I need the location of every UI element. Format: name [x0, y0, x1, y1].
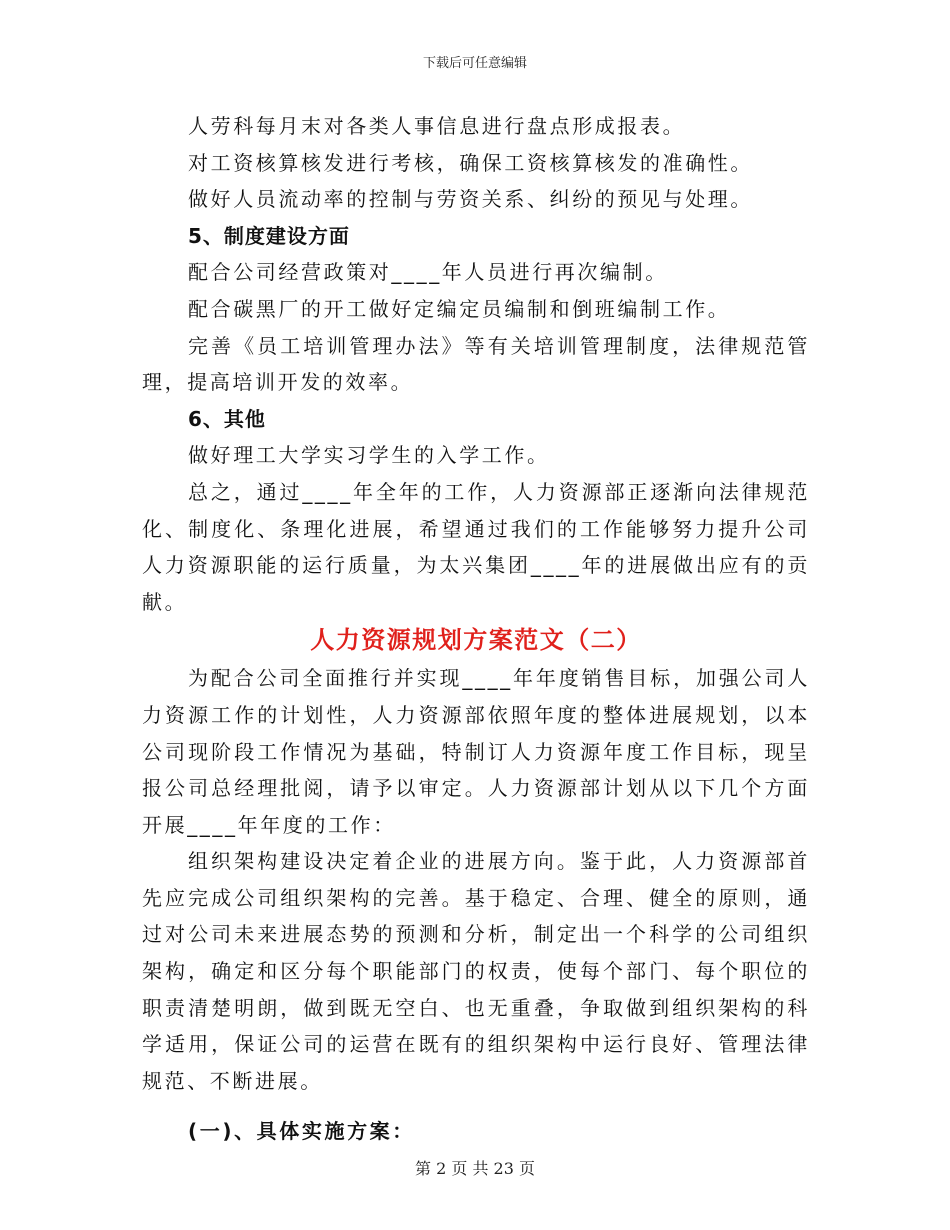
section-title: 人力资源规划方案范文（二）: [310, 626, 642, 655]
paragraph: 人劳科每月末对各类人事信息进行盘点形成报表。: [188, 114, 686, 138]
paragraph: 总之，通过____年全年的工作，人力资源部正逐渐向法律规范化、制度化、条理化进展，希望通过我们的工作能够努力提升公司人力资源职能的运行质量，为太兴集团____年的进展做出应有的贡献。: [142, 479, 810, 614]
document-body: [142, 108, 810, 1150]
sub-heading: (一)、具体实施方案：: [188, 1119, 415, 1144]
paragraph: 做好理工大学实习学生的入学工作。: [188, 443, 550, 468]
paragraph: 完善《员工培训管理办法》等有关培训管理制度，法律规范管理，提高培训开发的效率。: [142, 333, 810, 395]
page-header: 下载后可任意编辑: [422, 56, 527, 71]
paragraph: 配合公司经营政策对____年人员进行再次编制。: [188, 260, 668, 285]
page-number: 第 2 页 共 23 页: [415, 1159, 535, 1178]
section-heading-6: 6、其他: [188, 406, 266, 431]
paragraph: 为配合公司全面推行并实现____年年度销售目标，加强公司人力资源工作的计划性，人力资源部依照年度的整体进展规划，以本公司现阶段工作情况为基础，特制订人力资源年度工作目标，现呈报公司总经理批阅，请予以审定。人力资源部计划从以下几个方面开展____年年度的工作：: [142, 666, 810, 837]
paragraph: 组织架构建设决定着企业的进展方向。鉴于此，人力资源部首先应完成公司组织架构的完善。基于稳定、合理、健全的原则，通过对公司未来进展态势的预测和分析，制定出一个科学的公司组织架构，确定和区分每个职能部门的权责，使每个部门、每个职位的职责清楚明朗，做到既无空白、也无重叠，争取做到组织架构的科学适用，保证公司的运营在既有的组织架构中运行良好、管理法律规范、不断进展。: [142, 849, 810, 1093]
paragraph: 做好人员流动率的控制与劳资关系、纠纷的预见与处理。: [188, 187, 753, 212]
paragraph: 配合碳黑厂的开工做好定编定员编制和倒班编制工作。: [188, 296, 731, 321]
section-heading-5: 5、制度建设方面: [188, 223, 350, 248]
paragraph: 对工资核算核发进行考核，确保工资核算核发的准确性。: [188, 150, 753, 175]
